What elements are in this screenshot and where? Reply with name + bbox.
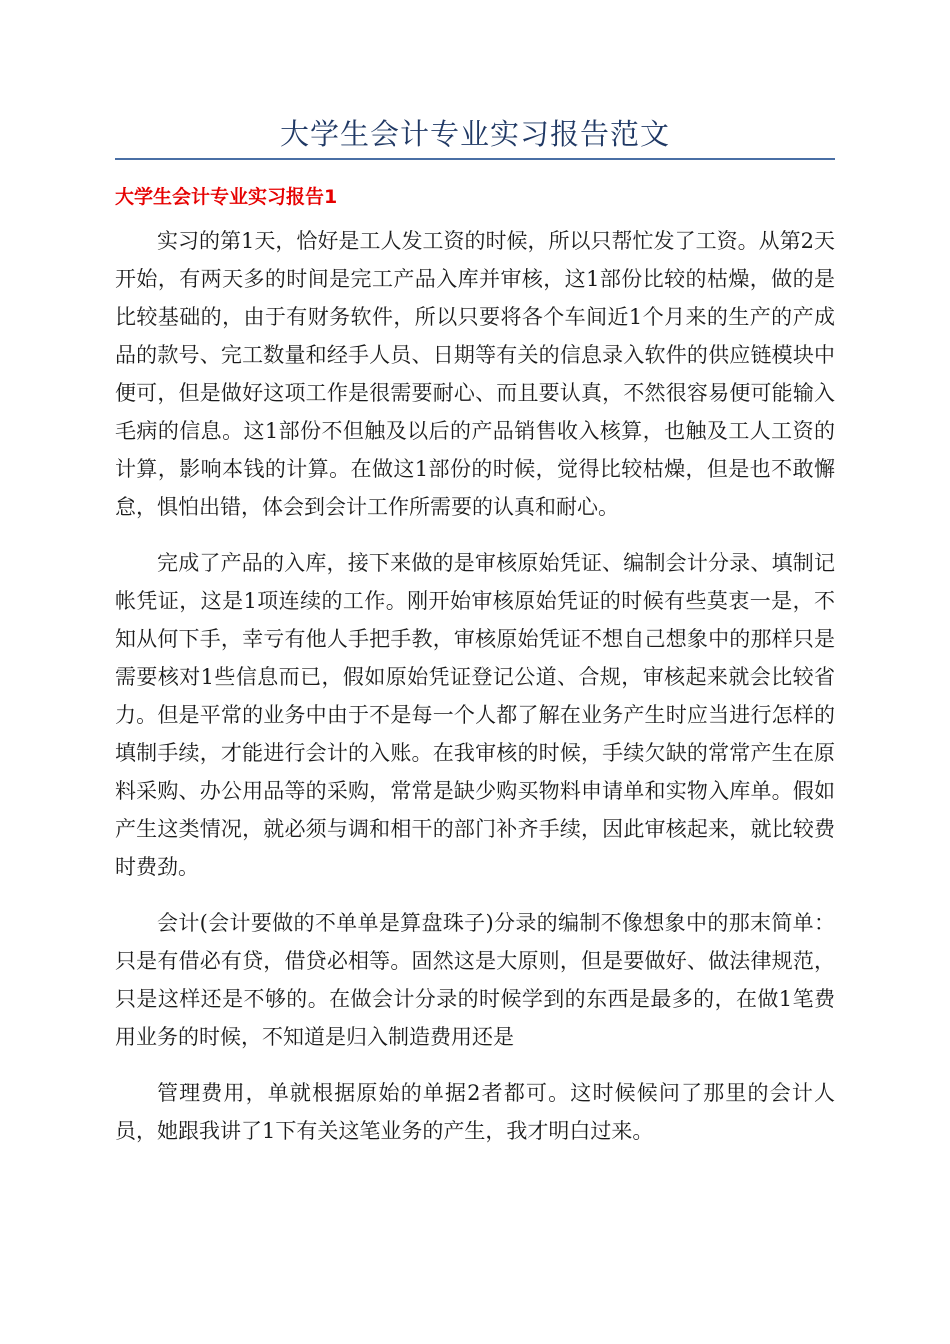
paragraph-3: 会计(会计要做的不单单是算盘珠子)分录的编制不像想象中的那末简单：只是有借必有贷，借贷必相等。固然这是大原则，但是要做好、做法律规范，只是这样还是不够的。在做会计分录的时候学到的东西是最多的，在做1笔费用业务的时候，不知道是归入制造费用还是 [115,911,835,1049]
paragraph-4: 管理费用，单就根据原始的单据2者都可。这时候候问了那里的会计人员，她跟我讲了1下有关这笔业务的产生，我才明白过来。 [115,1081,835,1143]
section-heading: 大学生会计专业实习报告1 [115,186,338,208]
title-divider [115,158,835,160]
document-title: 大学生会计专业实习报告范文 [279,117,670,151]
paragraph-2: 完成了产品的入库，接下来做的是审核原始凭证、编制会计分录、填制记帐凭证，这是1项连续的工作。刚开始审核原始凭证的时候有些莫衷一是，不知从何下手，幸亏有他人手把手教，审核原始凭证不想自己想象中的那样只是需要核对1些信息而已，假如原始凭证登记公道、合规，审核起来就会比较省力。但是平常的业务中由于不是每一个人都了解在业务产生时应当进行怎样的填制手续，才能进行会计的入账。在我审核的时候，手续欠缺的常常产生在原料采购、办公用品等的采购，常常是缺少购买物料申请单和实物入库单。假如产生这类情况，就必须与调和相干的部门补齐手续，因此审核起来，就比较费时费劲。 [115,551,835,879]
document-page [115,112,835,1168]
paragraph-1: 实习的第1天，恰好是工人发工资的时候，所以只帮忙发了工资。从第2天开始，有两天多的时间是完工产品入库并审核，这1部份比较的枯燥，做的是比较基础的，由于有财务软件，所以只要将各个车间近1个月来的生产的产成品的款号、完工数量和经手人员、日期等有关的信息录入软件的供应链模块中便可，但是做好这项工作是很需要耐心、而且要认真，不然很容易便可能输入毛病的信息。这1部份不但触及以后的产品销售收入核算，也触及工人工资的计算，影响本钱的计算。在做这1部份的时候，觉得比较枯燥，但是也不敢懈怠，惧怕出错，体会到会计工作所需要的认真和耐心。 [115,229,835,519]
